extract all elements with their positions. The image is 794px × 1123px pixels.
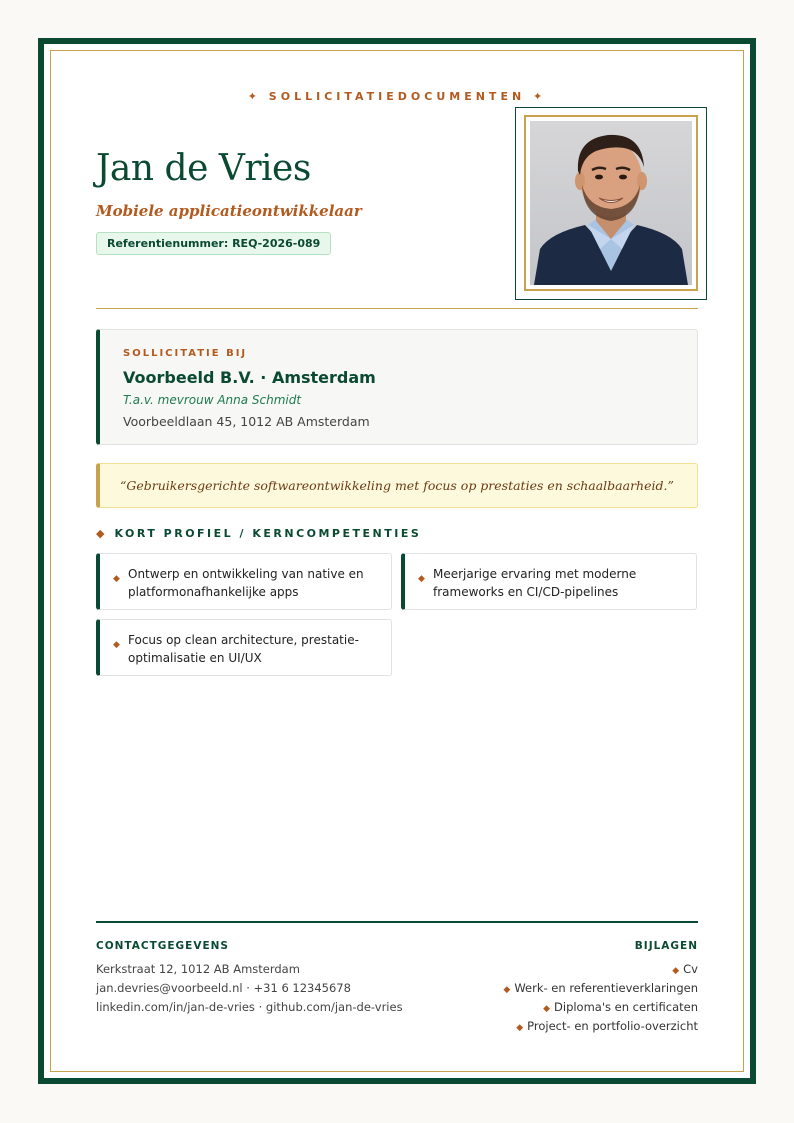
reference-badge: Referentienummer: REQ-2026-089 — [96, 232, 331, 255]
profile-title-text: KORT PROFIEL / KERNCOMPETENTIES — [114, 527, 422, 540]
competency-card — [96, 619, 392, 676]
attachment-item — [543, 1000, 698, 1014]
tagline-quote: “Gebruikersgerichte softwareontwikkeling met focus op prestaties en schaalbaarheid.” — [96, 463, 698, 508]
applicant-name: Jan de Vries — [96, 148, 311, 189]
document-eyebrow: ✦ SOLLICITATIEDOCUMENTEN ✦ — [247, 90, 547, 103]
recipient-card — [96, 329, 698, 445]
applicant-photo — [524, 115, 698, 291]
diamond-bullet-icon: ◆ — [503, 985, 511, 995]
competency-card — [401, 553, 697, 610]
competency-text: Ontwerp en ontwikkeling van native en platformonafhankelijke apps — [128, 567, 364, 599]
contact-address: Kerkstraat 12, 1012 AB Amsterdam — [96, 962, 300, 976]
contact-email-phone[interactable]: jan.devries@voorbeeld.nl · +31 6 12345678 — [96, 981, 351, 995]
footer-divider — [96, 921, 698, 923]
diamond-bullet-icon: ◆ — [418, 574, 425, 584]
attachment-label: Diploma's en certificaten — [554, 1000, 698, 1014]
competency-card — [96, 553, 392, 610]
contact-profiles[interactable]: linkedin.com/in/jan-de-vries · github.com/jan-de-vries — [96, 1000, 403, 1014]
competency-text: Meerjarige ervaring met moderne frameworks en CI/CD-pipelines — [433, 567, 637, 599]
attachment-item — [503, 981, 698, 995]
diamond-bullet-icon: ◆ — [113, 640, 120, 650]
recipient-address: Voorbeeldlaan 45, 1012 AB Amsterdam — [123, 414, 370, 429]
attachment-label: Project- en portfolio-overzicht — [527, 1019, 698, 1033]
attachment-label: Cv — [683, 962, 698, 976]
portrait-image — [530, 121, 692, 285]
diamond-bullet-icon: ◆ — [672, 966, 680, 976]
recipient-label: SOLLICITATIE BIJ — [123, 348, 248, 359]
contact-title: CONTACTGEGEVENS — [96, 940, 229, 952]
diamond-bullet-icon: ◆ — [543, 1004, 551, 1014]
attachment-item — [516, 1019, 698, 1033]
attachments-title: BIJLAGEN — [634, 940, 698, 952]
job-title: Mobiele applicatieontwikkelaar — [96, 202, 362, 220]
profile-section-title — [96, 527, 421, 540]
header-divider — [96, 308, 698, 309]
diamond-bullet-icon: ◆ — [113, 574, 120, 584]
diamond-bullet-icon: ◆ — [516, 1023, 524, 1033]
diamond-icon: ◆ — [96, 527, 105, 540]
attachment-label: Werk- en referentieverklaringen — [514, 981, 698, 995]
competency-text: Focus op clean architecture, prestatie-optimalisatie en UI/UX — [128, 633, 359, 665]
recipient-attention: T.a.v. mevrouw Anna Schmidt — [123, 393, 302, 407]
recipient-company: Voorbeeld B.V. · Amsterdam — [123, 368, 376, 387]
attachment-item — [672, 962, 698, 976]
